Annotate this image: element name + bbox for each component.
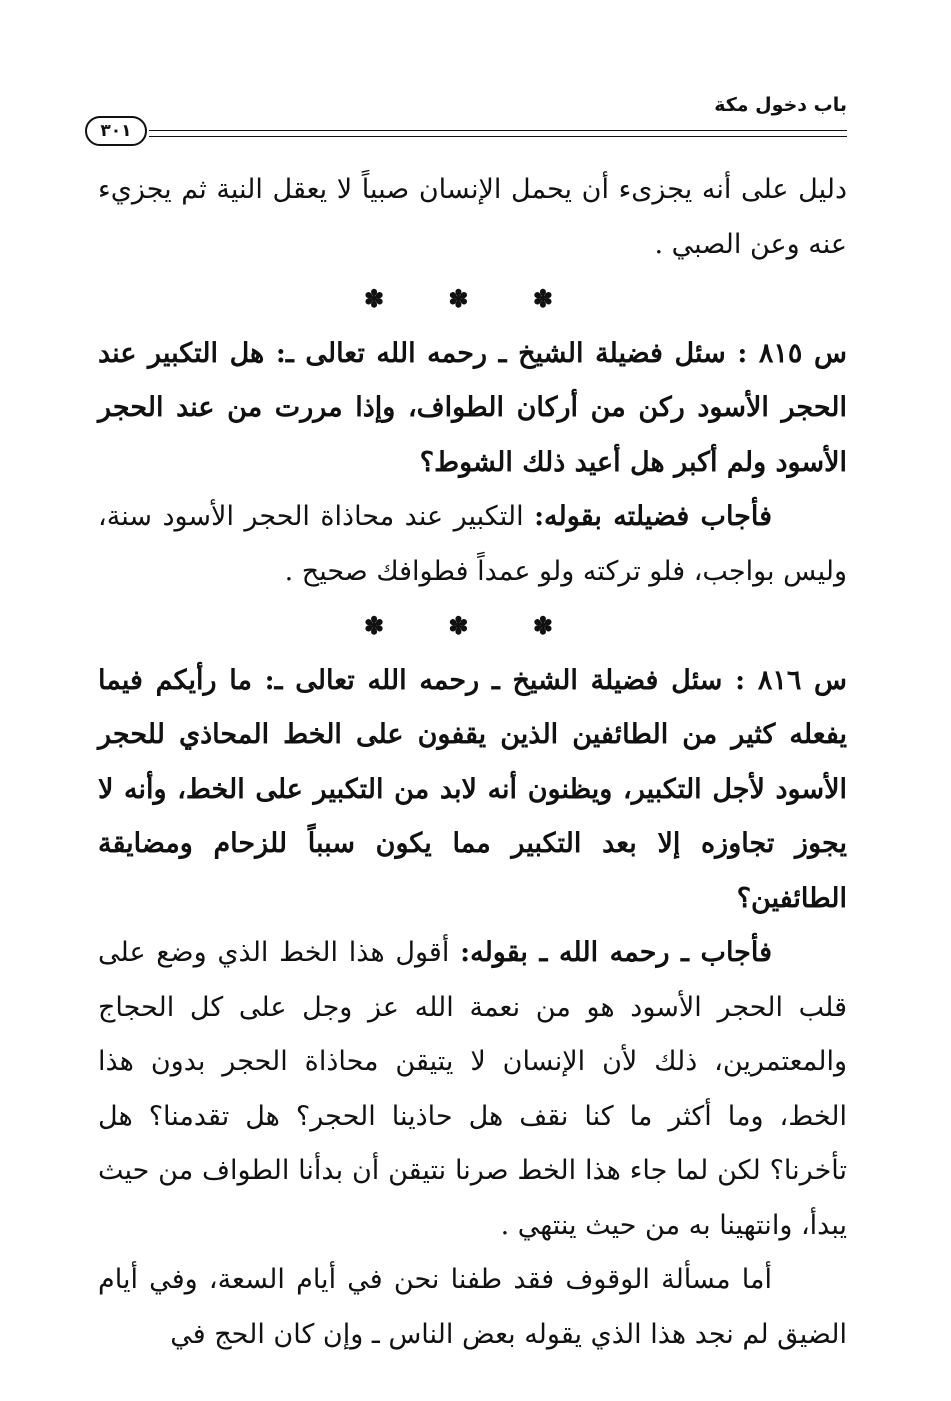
running-title: باب دخول مكة [714, 94, 847, 116]
question-816 [98, 654, 847, 927]
page-body [98, 163, 847, 1362]
header-rule [149, 130, 847, 137]
question-number: س ٨١٥ : [737, 337, 847, 369]
question-text: سئل فضيلة الشيخ ـ رحمه الله تعالى ـ: هل التكبير عند الحجر الأسود ركن من أركان الطواف، وإذا مررت من عند الحجر الأسود ولم أكبر هل أعيد ذلك الشوط؟ [98, 337, 847, 478]
answer-text: التكبير عند محاذاة الحجر الأسود سنة، وليس بواجب، فلو تركته ولو عمداً فطوافك صحيح . [98, 501, 847, 587]
section-separator: ✽ ✽ ✽ [363, 611, 582, 640]
page-number: ٣٠١ [85, 116, 147, 146]
paragraph: دليل على أنه يجزىء أن يحمل الإنسان صبياً لا يعقل النية ثم يجزيء عنه وعن الصبي . [98, 174, 847, 260]
answer-815 [98, 490, 847, 599]
answer-text: أقول هذا الخط الذي وضع على قلب الحجر الأسود هو من نعمة الله عز وجل على كل الحجاج والمعتمرين، ذلك لأن الإنسان لا يتيقن محاذاة الحجر بدون هذا الخط، وما أكثر ما كنا نقف هل حاذينا الحجر؟ هل تقدمنا؟ هل تأخرنا؟ لكن لما جاء هذا الخط صرنا نتيقن أن بدأنا الطواف من حيث يبدأ، وانتهينا به من حيث ينتهي . [98, 937, 847, 1241]
answer-816 [98, 926, 847, 1253]
question-text: سئل فضيلة الشيخ ـ رحمه الله تعالى ـ: ما رأيكم فيما يفعله كثير من الطائفين الذين يقفون على الخط المحاذي للحجر الأسود لأجل التكبير، ويظنون أنه لابد من التكبير على الخط، وأنه لا يجوز تجاوزه إلا بعد التكبير مما يكون سبباً للزحام ومضايقة الطائفين؟ [98, 664, 847, 914]
question-number: س ٨١٦ : [735, 664, 848, 696]
section-separator: ✽ ✽ ✽ [363, 284, 582, 313]
answer-label: فأجاب ـ رحمه الله ـ بقوله: [460, 937, 772, 968]
paragraph: أما مسألة الوقوف فقد طفنا نحن في أيام السعة، وفي أيام الضيق لم نجد هذا الذي يقوله بعض الناس ـ وإن كان الحج في [98, 1264, 847, 1350]
answer-label: فأجاب فضيلته بقوله: [534, 501, 772, 532]
page-header [85, 90, 847, 152]
question-815 [98, 327, 847, 491]
